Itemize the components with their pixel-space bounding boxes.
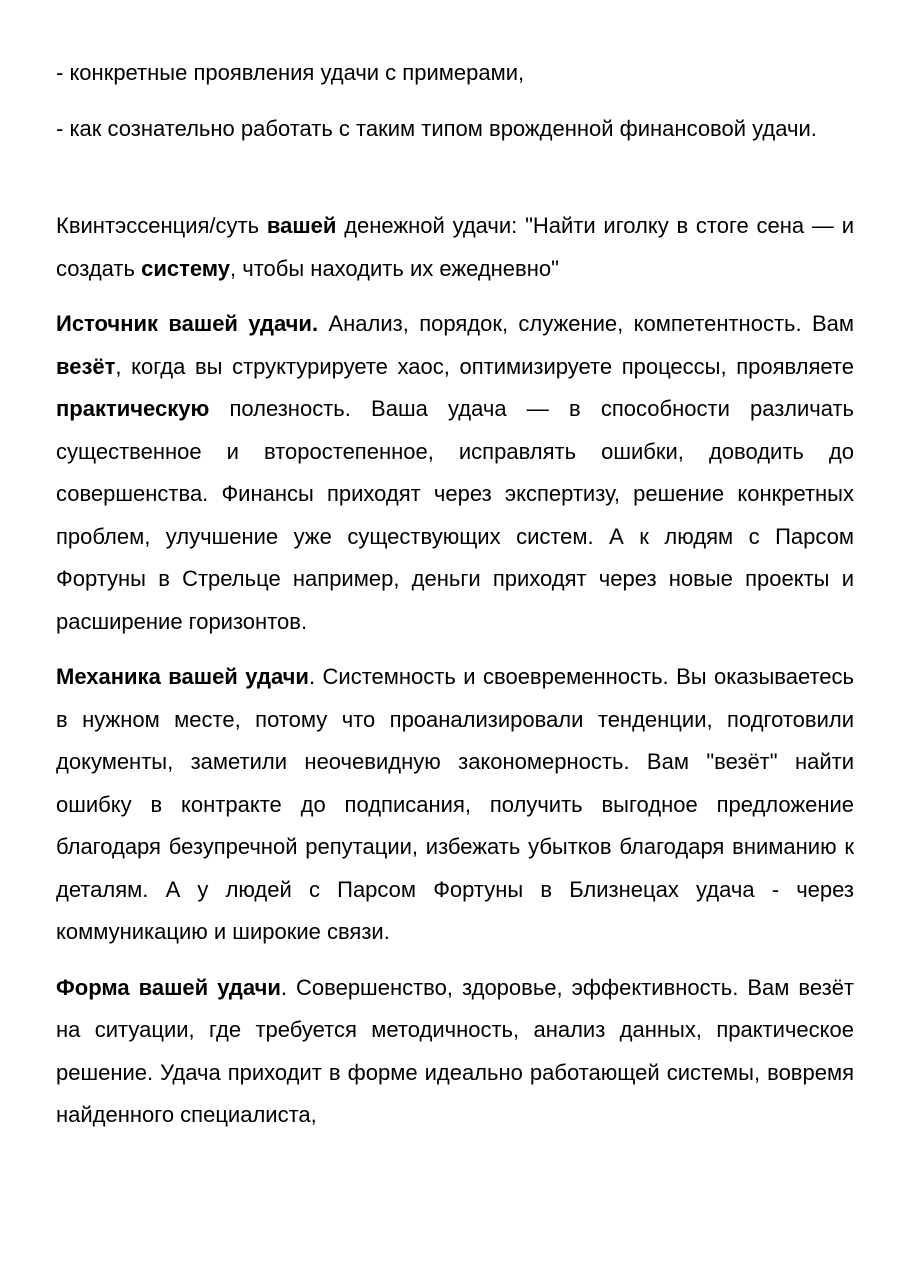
- form-paragraph: Форма вашей удачи. Совершенство, здоровье, эффективность. Вам везёт на ситуации, где требуется методичность, анализ данных, практическое решение. Удача приходит в форме идеально работающей системы, вовремя найденного специалиста,: [56, 974, 855, 1127]
- section-heading-mechanics: Механика вашей удачи: [56, 664, 309, 689]
- emphasis-text: везёт: [56, 353, 116, 379]
- emphasis-text: практическую: [56, 396, 210, 421]
- section-heading-source: Источник вашей удачи.: [56, 311, 319, 336]
- list-item-examples: - конкретные проявления удачи с примерами,: [56, 60, 525, 85]
- list-item-conscious-work: - как сознательно работать с таким типом врожденной финансовой удачи.: [56, 115, 817, 141]
- mechanics-paragraph: Механика вашей удачи. Системность и своевременность. Вы оказываетесь в нужном месте, потому что проанализировали тенденции, подготовили документы, заметили неочевидную закономерность. Вам "везёт" найти ошибку в контракте до подписания, получить выгодное предложение благодаря безупречной репутации, избежать убытков благодаря вниманию к деталям. А у людей с Парсом Фортуны в Близнецах удача - через коммуникацию и широкие связи.: [56, 664, 854, 944]
- section-heading-form: Форма вашей удачи: [56, 974, 281, 1000]
- quintessence-paragraph: Квинтэссенция/суть вашей денежной удачи: "Найти иголку в стоге сена — и создать систему, чтобы находить их ежедневно": [56, 213, 854, 281]
- emphasis-text: вашей: [266, 213, 337, 238]
- emphasis-text: систему: [141, 255, 231, 281]
- source-paragraph: Источник вашей удачи. Анализ, порядок, служение, компетентность. Вам везёт, когда вы структурируете хаос, оптимизируете процессы, проявляете практическую полезность. Ваша удача — в способности различать существенное и второстепенное, исправлять ошибки, доводить до совершенства. Финансы приходят через экспертизу, решение конкретных проблем, улучшение уже существующих систем. А к людям с Парсом Фортуны в Стрельце например, деньги приходят через новые проекты и расширение горизонтов.: [56, 311, 873, 634]
